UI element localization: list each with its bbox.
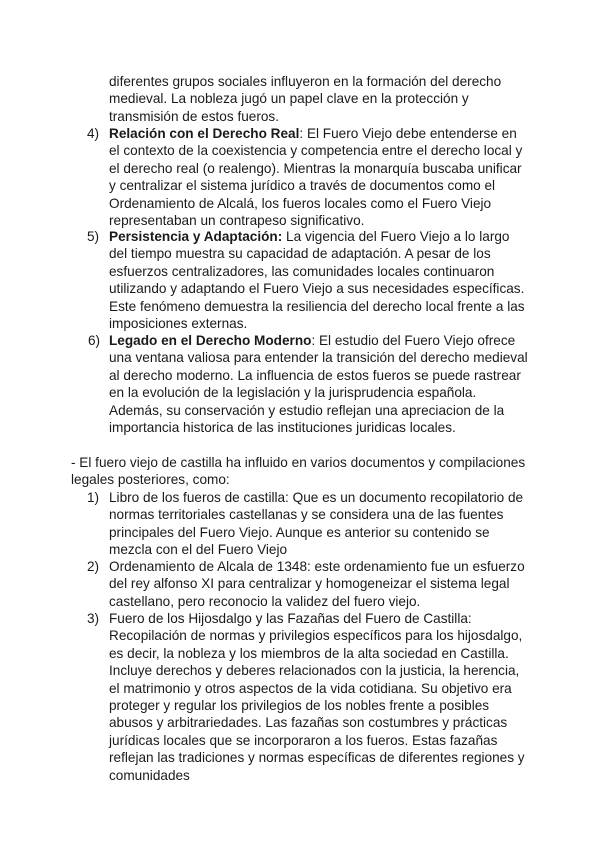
item-body: El estudio del Fuero Viejo ofrece una ventana valiosa para entender la transición del derecho medieval al derecho moderno. La influencia de estos fueros se puede rastrear en la evolución de la legislación y la jurisprudencia española. Además, su conservación y estudio reflejan una apreciacion de la importancia historica de las instituciones juridicas locales.	[109, 333, 528, 436]
list2-item-2	[87, 558, 529, 610]
list-number: 3)	[87, 611, 100, 626]
list-number: 1)	[87, 490, 100, 505]
item-separator: :	[311, 333, 316, 348]
item-separator: :	[299, 126, 304, 141]
item-title: Relación con el Derecho Real	[109, 126, 300, 141]
item-body: El Fuero Viejo debe entenderse en el contexto de la coexistencia y competencia entre el derecho local y el derecho real (o realengo). Mientras la monarquía buscaba unificar y centralizar el sistema jurídico a través de documentos como el Ordenamiento de Alcalá, los fueros locales como el Fuero Viejo representaban un contrapeso significativo.	[109, 126, 523, 229]
item-body: La vigencia del Fuero Viejo a lo largo del tiempo muestra su capacidad de adaptación. A pesar de los esfuerzos centralizadores, las comunidades locales continuaron utilizando y adaptando el Fuero Viejo a sus necesidades específicas. Este fenómeno demuestra la resiliencia del derecho local frente a las imposiciones externas.	[109, 229, 525, 332]
intro-paragraph: - El fuero viejo de castilla ha influido en varios documentos y compilaciones legales posteriores, como:	[71, 455, 526, 488]
list-item-4	[87, 125, 529, 229]
item-title: Legado en el Derecho Moderno	[109, 333, 312, 348]
list-number: 6)	[88, 333, 101, 348]
list2-item-3	[87, 610, 529, 784]
list-item-5	[87, 228, 529, 332]
item-text: Fuero de los Hijosdalgo y las Fazañas del Fuero de Castilla: Recopilación de normas y privilegios específicos para los hijosdalgo, es decir, la nobleza y los miembros de la alta sociedad en Castilla. Incluye derechos y deberes relacionados con la justicia, la herencia, el matrimonio y otros aspectos de la vida cotidiana. Su objetivo era proteger y regular los privilegios de los nobles frente a posibles abusos y arbitrariedades. Las fazañas son costumbres y prácticas jurídicas locales que se incorporaron a los fueros. Estas fazañas reflejan las tradiciones y normas específicas de diferentes regiones y comunidades	[109, 611, 525, 783]
item-title: Persistencia y Adaptación:	[109, 229, 283, 244]
list-number: 4)	[87, 126, 100, 141]
list-number: 5)	[87, 229, 100, 244]
list-number: 2)	[87, 559, 100, 574]
continuation-paragraph: diferentes grupos sociales influyeron en la formación del derecho medieval. La nobleza jugó un papel clave en la protección y transmisión de estos fueros.	[109, 74, 502, 124]
item-text: Ordenamiento de Alcala de 1348: este ordenamiento fue un esfuerzo del rey alfonso XI para centralizar y homogeneizar el sistema legal castellano, pero reconocio la validez del fuero viejo.	[109, 559, 525, 609]
item-text: Libro de los fueros de castilla: Que es un documento recopilatorio de normas territoriales castellanas y se considera una de las fuentes principales del Fuero Viejo. Aunque es anterior su contenido se mezcla con el del Fuero Viejo	[109, 490, 524, 558]
list-item-6	[88, 332, 529, 436]
list2-item-1	[87, 489, 529, 559]
